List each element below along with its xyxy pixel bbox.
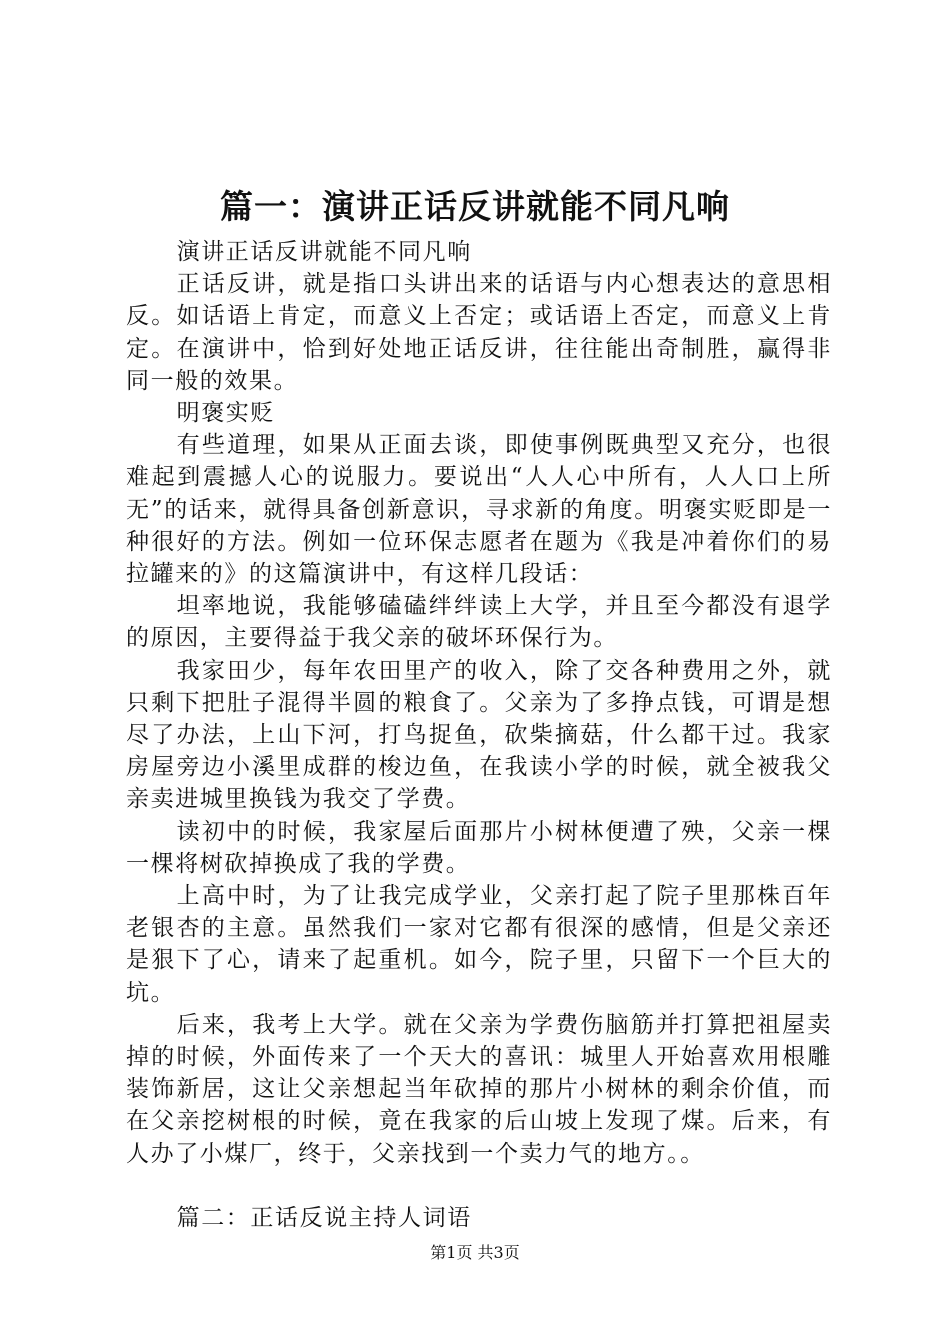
paragraph-subtitle: 演讲正话反讲就能不同凡响 — [176, 239, 472, 265]
paragraph-quote-3: 读初中的时候，我家屋后面那片小树林便遭了殃，父亲一棵一棵将树砍掉换成了我的学费。 — [126, 818, 832, 877]
paragraph-quote-5: 后来，我考上大学。就在父亲为学费伤脑筋并打算把祖屋卖掉的时候，外面传来了一个天大的喜讯：城里人开始喜欢用根雕装饰新居，这让父亲想起当年砍掉的那片小树林的剩余价值，而在父亲挖树根的时候，竟在我家的后山坡上发现了煤。后来，有人办了小煤厂，终于，父亲找到一个卖力气的地方。。 — [126, 1011, 832, 1167]
document-title: 篇一：演讲正话反讲就能不同凡响 — [220, 187, 730, 226]
paragraph-section-heading: 明褒实贬 — [176, 400, 275, 427]
paragraph-quote-1: 坦率地说，我能够磕磕绊绊读上大学，并且至今都没有退学的原因，主要得益于我父亲的破坏环保行为。 — [126, 593, 832, 652]
document-body — [126, 236, 832, 1234]
paragraph-quote-2: 我家田少，每年农田里产的收入，除了交各种费用之外，就只剩下把肚子混得半圆的粮食了。父亲为了多挣点钱，可谓是想尽了办法，上山下河，打鸟捉鱼，砍柴摘菇，什么都干过。我家房屋旁边小溪里成群的梭边鱼，在我读小学的时候，就全被我父亲卖进城里换钱为我交了学费。 — [126, 657, 832, 813]
page-number-footer: 第1页 共3页 — [430, 1243, 520, 1262]
paragraph-quote-4: 上高中时，为了让我完成学业，父亲打起了院子里那株百年老银杏的主意。虽然我们一家对它都有很深的感情，但是父亲还是狠下了心，请来了起重机。如今，院子里，只留下一个巨大的坑。 — [126, 883, 832, 1006]
paragraph-definition: 正话反讲，就是指口头讲出来的话语与内心想表达的意思相反。如话语上肯定，而意义上否定；或话语上否定，而意义上肯定。在演讲中，恰到好处地正话反讲，往往能出奇制胜，赢得非同一般的效果。 — [126, 271, 832, 394]
paragraph-explanation: 有些道理，如果从正面去谈，即使事例既典型又充分，也很难起到震撼人心的说服力。要说出“人人心中所有，人人口上所无”的话来，就得具备创新意识，寻求新的角度。明褒实贬即是一种很好的方法。例如一位环保志愿者在题为《我是冲着你们的易拉罐来的》的这篇演讲中，有这样几段话： — [126, 432, 832, 588]
next-section-heading: 篇二：正话反说主持人词语 — [176, 1204, 472, 1231]
